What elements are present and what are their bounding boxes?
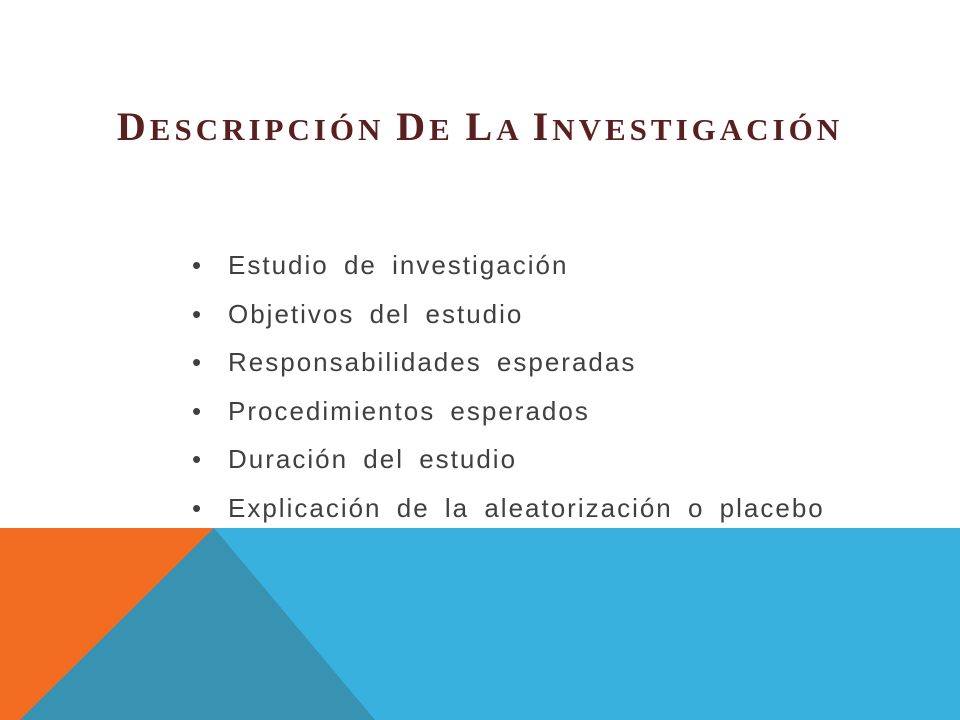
bullet-marker: • [192,347,202,378]
bullet-marker: • [192,250,202,280]
bullet-text: Procedimientos esperados [228,395,590,426]
slide-title: DESCRIPCIÓN DE LA INVESTIGACIÓN [116,104,844,149]
bullet-marker: • [192,298,202,329]
bullet-item [192,338,825,387]
title-initial-letter: D [116,104,150,149]
bullet-marker: • [192,395,202,426]
bullet-text: Explicación de la aleatorización o placebo [228,492,825,523]
bullet-marker: • [192,444,202,475]
bullet-item [192,387,825,436]
bullet-item [192,241,825,290]
bullet-text: Duración del estudio [228,444,518,475]
bullet-item [192,290,825,339]
bullet-text: Estudio de investigación [228,250,569,280]
bullet-list [192,241,825,533]
title-initial-letter: L [465,104,497,149]
title-initial-letter: I [532,104,553,149]
bullet-item [192,484,825,533]
title-initial-letter: D [396,104,430,149]
bullet-item [192,435,825,484]
footer-graphic [0,528,960,720]
bullet-text: Objetivos del estudio [228,298,524,329]
bullet-text: Responsabilidades esperadas [228,347,637,378]
bullet-marker: • [192,492,202,523]
